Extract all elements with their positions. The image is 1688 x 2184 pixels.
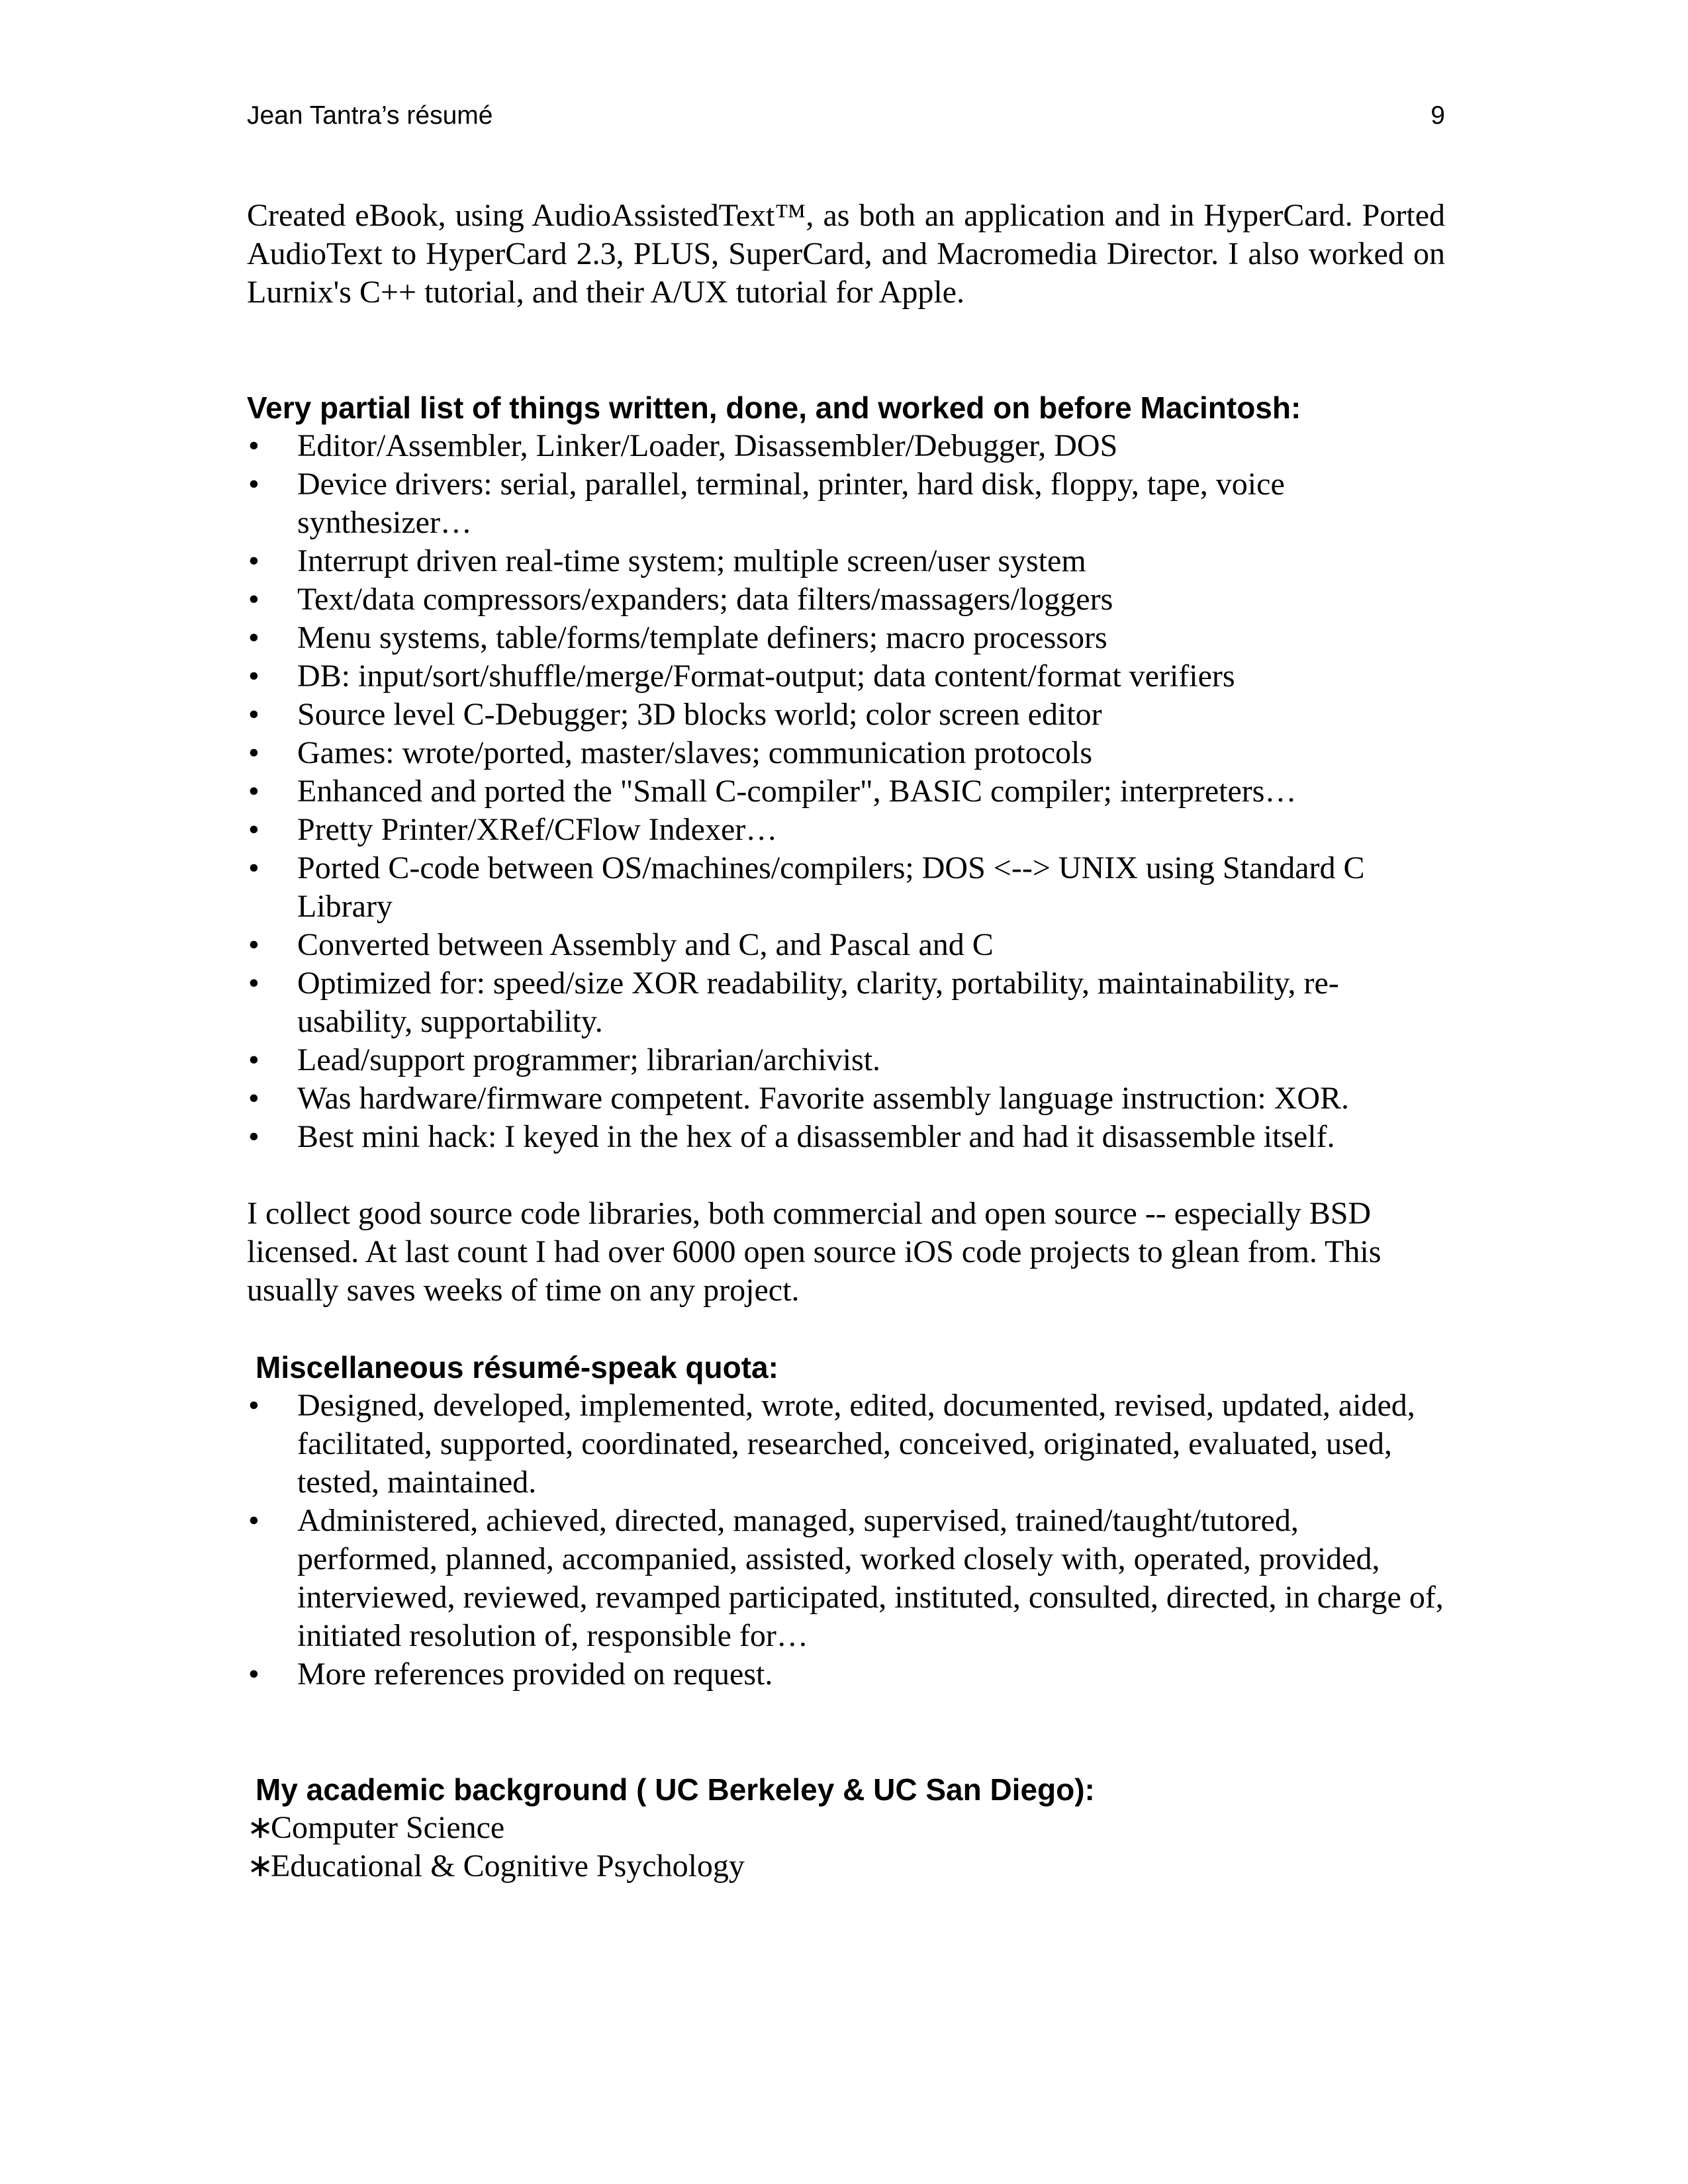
pre-mac-item: [247, 964, 1445, 1041]
academic-list: [247, 1809, 1445, 1886]
pre-mac-item: [247, 734, 1445, 772]
star-glyph: ∗: [247, 1848, 274, 1884]
misc-list: [247, 1387, 1445, 1694]
pre-mac-item-text: Editor/Assembler, Linker/Loader, Disassembler/Debugger, DOS: [297, 428, 1118, 463]
bullet-glyph: •: [248, 735, 259, 770]
bullet-glyph: •: [248, 1081, 259, 1116]
bullet-glyph: •: [248, 812, 259, 847]
pre-mac-item: [247, 465, 1445, 542]
pre-mac-item: [247, 696, 1445, 734]
pre-mac-item-text: Best mini hack: I keyed in the hex of a disassembler and had it disassemble itself.: [297, 1119, 1335, 1154]
pre-mac-list: [247, 427, 1445, 1156]
pre-mac-item: [247, 580, 1445, 619]
running-header: [247, 99, 1445, 132]
pre-mac-item: [247, 619, 1445, 657]
pre-mac-item-text: Menu systems, table/forms/template definers; macro processors: [297, 620, 1107, 655]
bullet-glyph: •: [248, 659, 259, 694]
pre-mac-item: [247, 1079, 1445, 1118]
spacer: [247, 1156, 1445, 1195]
star-glyph: ∗: [247, 1810, 274, 1845]
intro-paragraph: Created eBook, using AudioAssistedText™, as both an application and in HyperCard. Ported AudioText to HyperCard 2.3, PLUS, SuperCard, and Macromedia Director. I also worked on Lurnix's C++ tutorial, and their A/UX tutorial for Apple.: [247, 198, 1445, 310]
resume-page: [247, 0, 1445, 2184]
bullet-glyph: •: [248, 1503, 259, 1538]
pre-mac-item: [247, 657, 1445, 696]
page-number: 9: [1430, 101, 1445, 130]
pre-mac-item-text: Text/data compressors/expanders; data filters/massagers/loggers: [297, 582, 1113, 617]
bullet-glyph: •: [248, 1042, 259, 1077]
misc-heading: Miscellaneous résumé-speak quota:: [256, 1350, 778, 1385]
running-title: Jean Tantra’s résumé: [247, 101, 493, 130]
misc-item: [247, 1655, 1445, 1694]
pre-mac-item: [247, 849, 1445, 926]
bullet-glyph: •: [248, 697, 259, 732]
misc-item-text: Administered, achieved, directed, managed, supervised, trained/taught/tutored, performed, planned, accompanied, assisted, worked closely with, operated, provided, interviewed, reviewed, revamped participated, instituted, consulted, directed, in charge of, initiated resolution of, responsible for…: [297, 1503, 1444, 1653]
pre-mac-item-text: Was hardware/firmware competent. Favorite assembly language instruction: XOR.: [297, 1081, 1349, 1116]
bullet-glyph: •: [248, 582, 259, 617]
pre-mac-item-text: Enhanced and ported the "Small C-compiler", BASIC compiler; interpreters…: [297, 774, 1297, 809]
academic-heading: My academic background ( UC Berkeley & UC San Diego):: [256, 1772, 1095, 1807]
bullet-glyph: •: [248, 1119, 259, 1154]
bullet-glyph: •: [248, 850, 259, 886]
pre-mac-item-text: Converted between Assembly and C, and Pascal and C: [297, 927, 994, 962]
pre-mac-heading: Very partial list of things written, done, and worked on before Macintosh:: [247, 390, 1301, 425]
pre-mac-item-text: Games: wrote/ported, master/slaves; communication protocols: [297, 735, 1093, 770]
libraries-paragraph: I collect good source code libraries, both commercial and open source -- especially BSD licensed. At last count I had over 6000 open source iOS code projects to glean from. This usually saves weeks of time on any project.: [247, 1196, 1382, 1308]
academic-item-text: Computer Science: [271, 1810, 505, 1845]
pre-mac-item-text: DB: input/sort/shuffle/merge/Format-output; data content/format verifiers: [297, 659, 1235, 694]
pre-mac-item: [247, 926, 1445, 964]
bullet-glyph: •: [248, 1388, 259, 1423]
misc-item: [247, 1387, 1445, 1502]
pre-mac-item: [247, 772, 1445, 811]
pre-mac-item: [247, 1118, 1445, 1156]
bullet-glyph: •: [248, 428, 259, 463]
academic-item-text: Educational & Cognitive Psychology: [271, 1848, 745, 1884]
bullet-glyph: •: [248, 774, 259, 809]
pre-mac-item-text: Source level C-Debugger; 3D blocks world; color screen editor: [297, 697, 1102, 732]
misc-item-text: More references provided on request.: [297, 1657, 773, 1692]
pre-mac-item-text: Optimized for: speed/size XOR readability, clarity, portability, maintainability, re-usability, supportability.: [297, 966, 1339, 1039]
academic-item: [247, 1847, 1445, 1886]
pre-mac-item: [247, 427, 1445, 465]
bullet-glyph: •: [248, 1657, 259, 1692]
bullet-glyph: •: [248, 467, 259, 502]
pre-mac-item-text: Ported C-code between OS/machines/compilers; DOS <--> UNIX using Standard C Library: [297, 850, 1365, 924]
spacer: [247, 312, 1445, 388]
page-content: [247, 197, 1445, 1886]
pre-mac-item-text: Interrupt driven real-time system; multiple screen/user system: [297, 543, 1086, 578]
bullet-glyph: •: [248, 966, 259, 1001]
pre-mac-item: [247, 811, 1445, 849]
pre-mac-item-text: Pretty Printer/XRef/CFlow Indexer…: [297, 812, 778, 847]
misc-item-text: Designed, developed, implemented, wrote, edited, documented, revised, updated, aided, facilitated, supported, coordinated, researched, conceived, originated, evaluated, used, tested, maintained.: [297, 1388, 1415, 1500]
spacer: [247, 1694, 1445, 1770]
pre-mac-item-text: Lead/support programmer; librarian/archivist.: [297, 1042, 881, 1077]
bullet-glyph: •: [248, 620, 259, 655]
academic-item: [247, 1809, 1445, 1847]
pre-mac-item: [247, 542, 1445, 580]
misc-item: [247, 1502, 1445, 1655]
pre-mac-item-text: Device drivers: serial, parallel, terminal, printer, hard disk, floppy, tape, voice synthesizer…: [297, 467, 1285, 540]
bullet-glyph: •: [248, 927, 259, 962]
bullet-glyph: •: [248, 543, 259, 578]
pre-mac-item: [247, 1041, 1445, 1079]
spacer: [247, 1310, 1445, 1348]
